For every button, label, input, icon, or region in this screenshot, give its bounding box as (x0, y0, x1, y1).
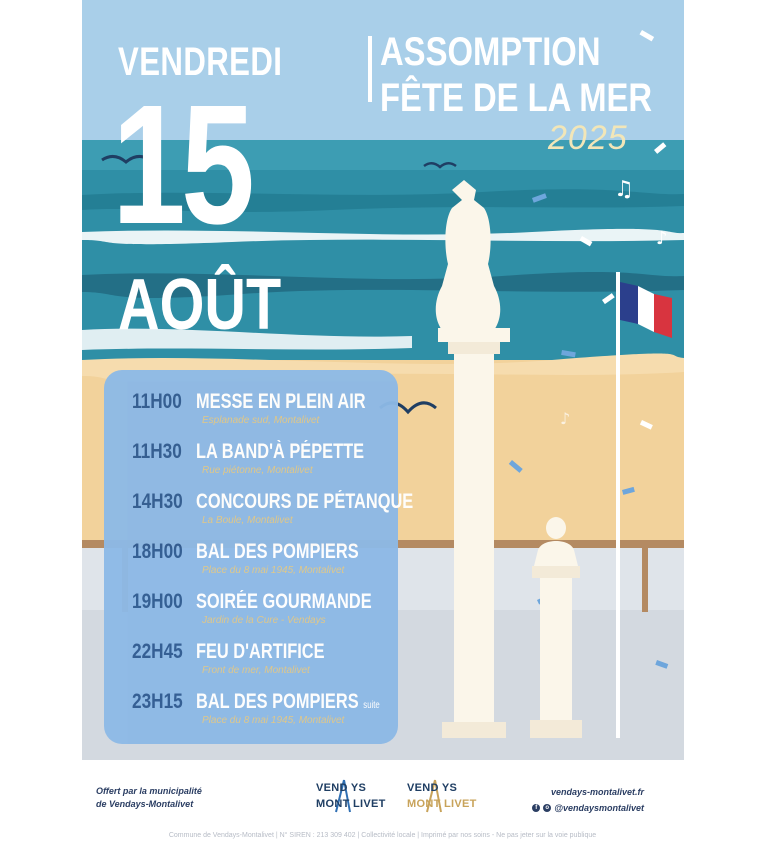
logo-line-1: VEND YS (407, 782, 458, 794)
event-place: Esplanade sud, Montalivet (202, 415, 320, 426)
logo-line-2: MONT LIVET (316, 798, 386, 810)
event-place: La Boule, Montalivet (202, 515, 293, 526)
event-time: 23H15 (132, 690, 183, 713)
social-handle[interactable]: @vendaysmontalivet (554, 803, 644, 813)
event-title: BAL DES POMPIERS suite (196, 690, 380, 713)
town-logo (316, 776, 386, 818)
program-row (104, 676, 398, 726)
event-time: 11H30 (132, 440, 182, 463)
title-line-2: FÊTE DE LA MER (380, 76, 653, 120)
event-suffix: suite (363, 700, 380, 711)
event-title: BAL DES POMPIERS (196, 540, 359, 563)
instagram-icon[interactable]: o (543, 804, 551, 812)
title-divider (368, 36, 372, 102)
event-place: Front de mer, Montalivet (202, 665, 310, 676)
day-number: 15 (112, 70, 251, 260)
event-title: CONCOURS DE PÉTANQUE (196, 490, 414, 513)
offered-line-2: de Vendays-Montalivet (96, 799, 194, 809)
event-title: FEU D'ARTIFICE (196, 640, 325, 663)
program-row (104, 626, 398, 676)
svg-text:♪: ♪ (656, 228, 668, 249)
offered-line-1: Offert par la municipalité (96, 786, 202, 796)
day-label: VENDREDI (118, 40, 283, 84)
event-time: 18H00 (132, 540, 183, 563)
program-row (104, 476, 414, 526)
legal-notice: Commune de Vendays-Montalivet | N° SIREN : 213 309 402 | Collectivité locale | Imprimé par nos soins - Ne pas jeter sur la voie publique (168, 832, 597, 839)
town-logo-gold (407, 776, 477, 818)
contact-info (532, 785, 644, 815)
event-place: Rue piétonne, Montalivet (202, 465, 313, 476)
event-place: Jardin de la Cure - Vendays (202, 615, 326, 626)
program-row (104, 426, 398, 476)
event-time: 19H00 (132, 590, 183, 613)
event-place: Place du 8 mai 1945, Montalivet (202, 715, 345, 726)
program-row (104, 576, 398, 626)
event-title: SOIRÉE GOURMANDE (196, 590, 372, 613)
month-label: AOÛT (118, 265, 282, 345)
year-label: 2025 (548, 119, 628, 157)
event-time: 14H30 (132, 490, 183, 513)
event-time: 11H00 (132, 390, 182, 413)
website-link[interactable]: vendays-montalivet.fr (550, 787, 644, 797)
poster (82, 0, 684, 760)
facebook-icon[interactable]: f (532, 804, 540, 812)
logo-line-2: MONT LIVET (407, 798, 477, 810)
title-line-1: ASSOMPTION (380, 30, 601, 74)
event-time: 22H45 (132, 640, 183, 663)
program-row (104, 376, 398, 426)
event-place: Place du 8 mai 1945, Montalivet (202, 565, 345, 576)
program-box (104, 370, 414, 744)
event-title: MESSE EN PLEIN AIR (196, 390, 366, 413)
program-row (104, 526, 398, 576)
logo-line-1: VEND YS (316, 782, 367, 794)
event-title: LA BAND'À PÉPETTE (196, 440, 365, 463)
svg-text:♫: ♫ (614, 177, 634, 202)
offered-by (96, 785, 202, 811)
svg-text:♪: ♪ (560, 409, 571, 428)
